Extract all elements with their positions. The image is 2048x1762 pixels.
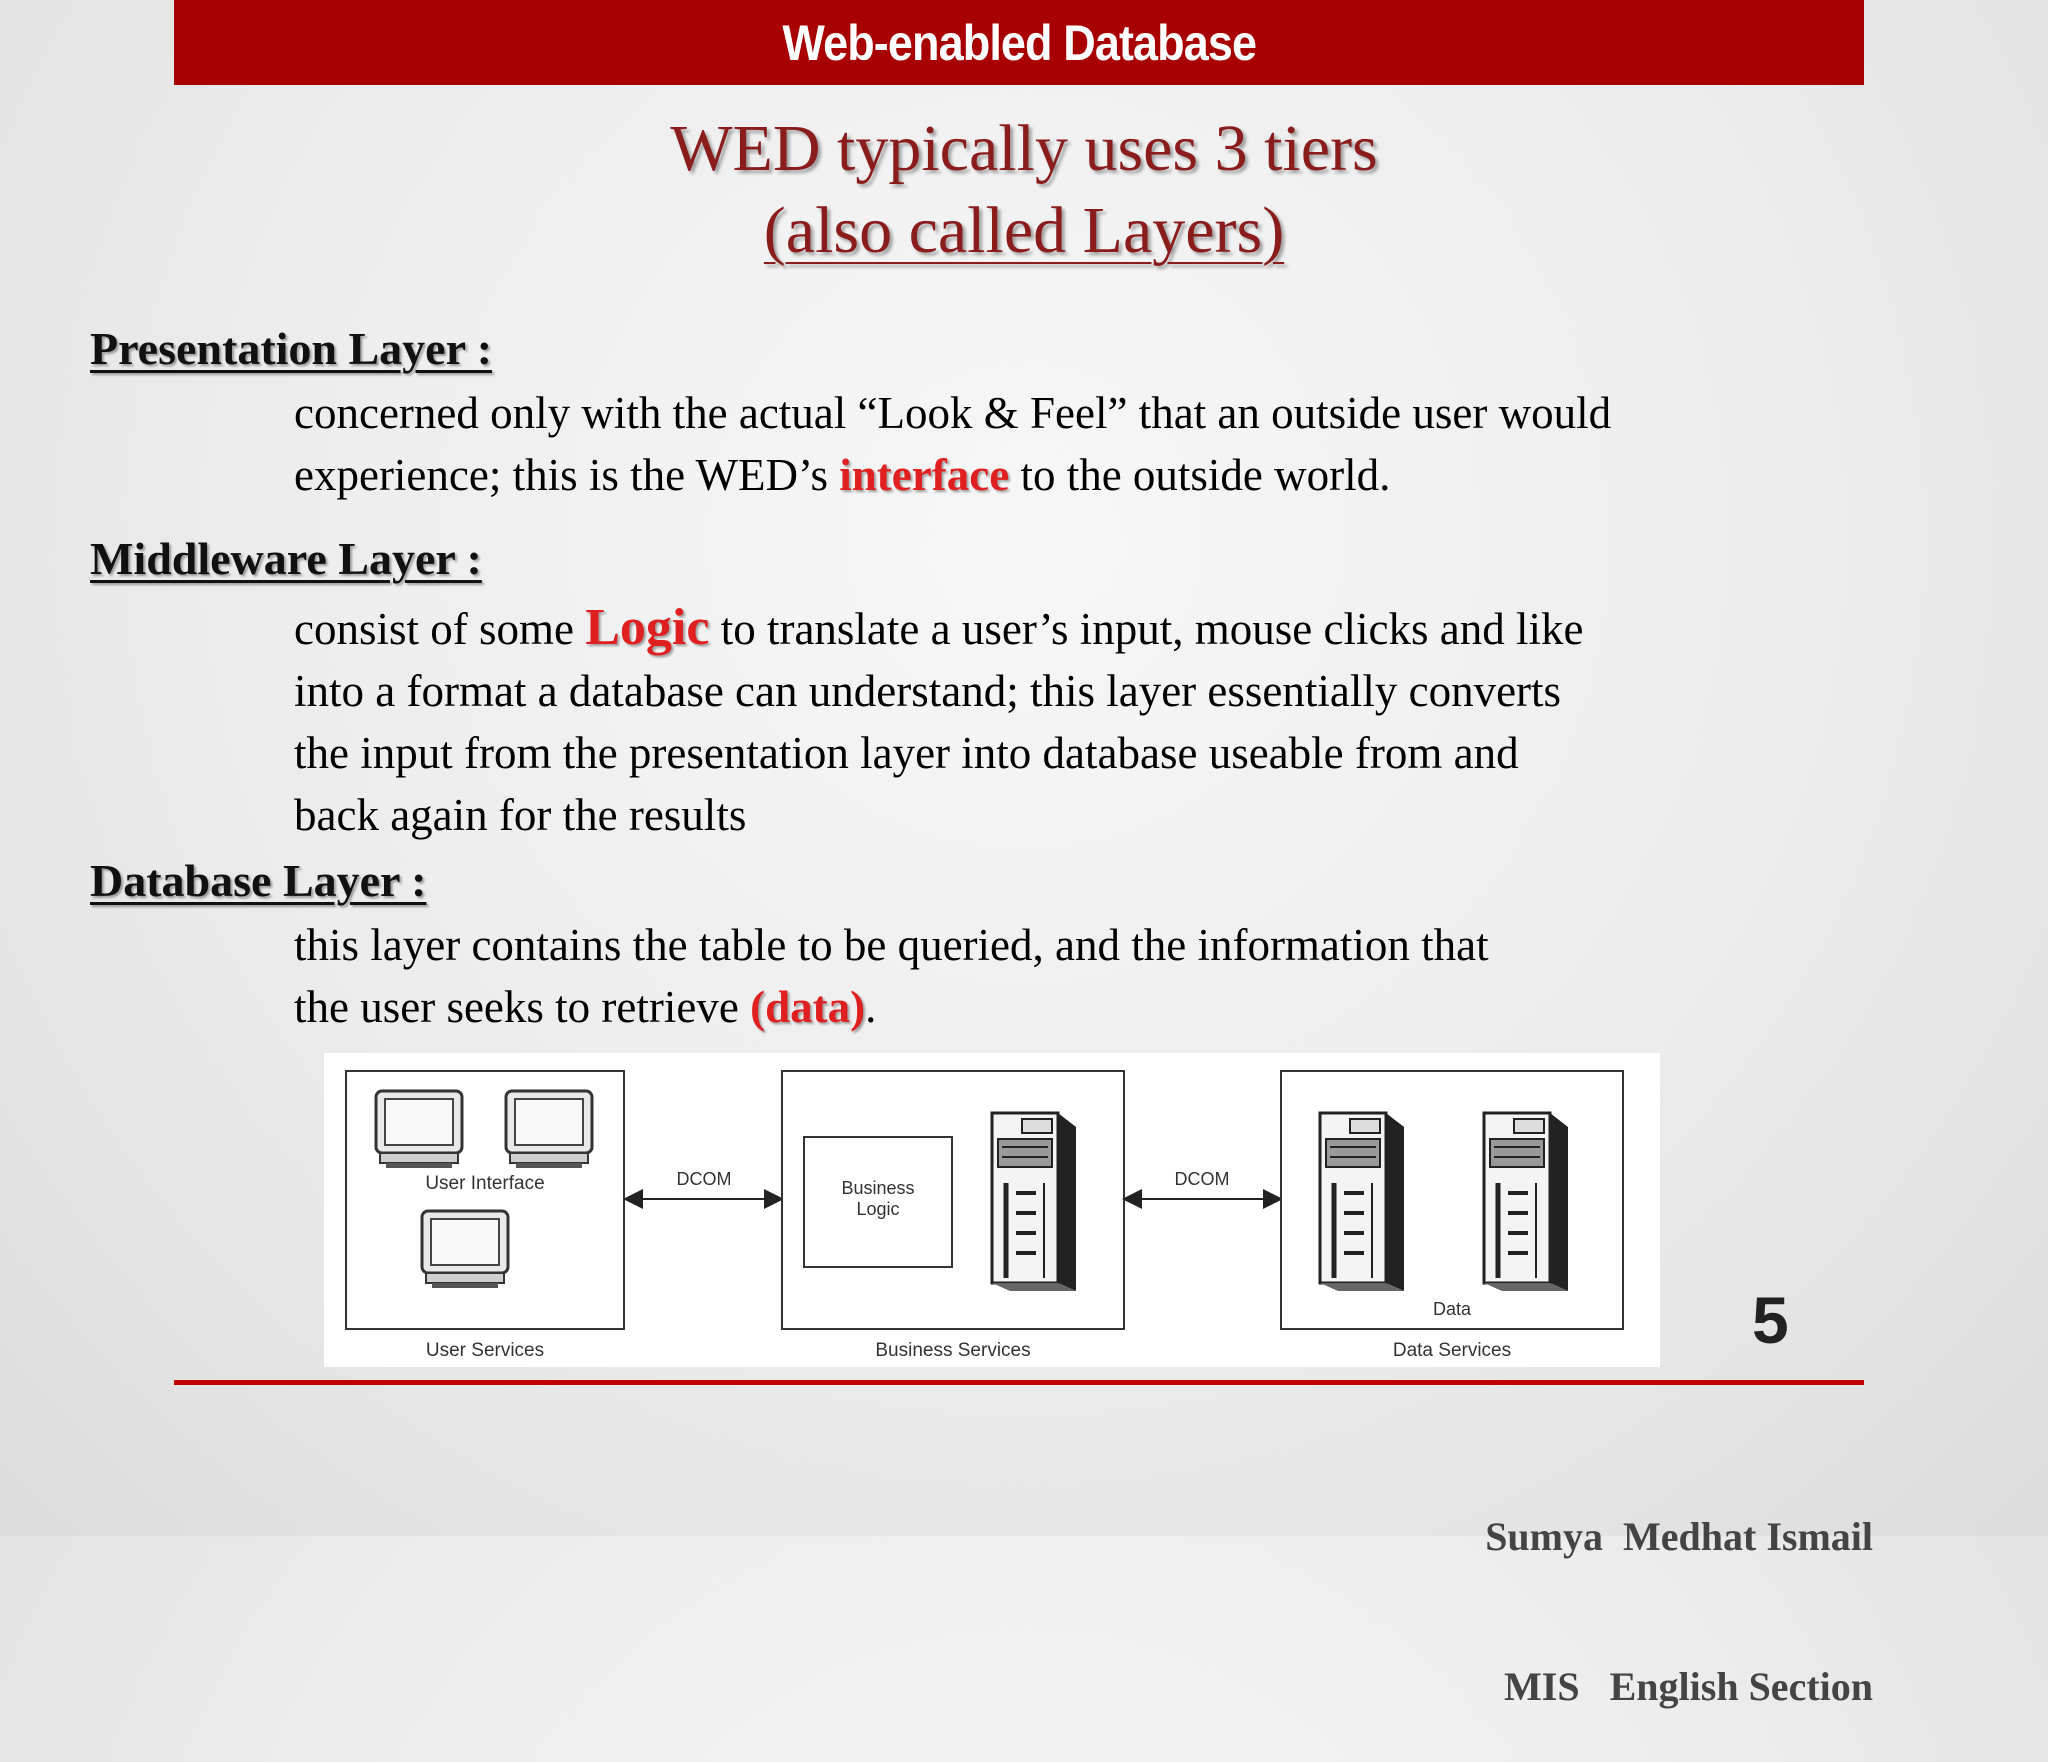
presentation-line1: concerned only with the actual “Look & Feel” that an outside user would [294, 388, 1612, 438]
author-line2: MIS English Section [1504, 1664, 1873, 1709]
slide-title [0, 108, 2048, 272]
user-interface-label: User Interface [425, 1173, 545, 1194]
middleware-line1-before: consist of some [294, 604, 586, 654]
user-services-label: User Services [425, 1340, 545, 1361]
monitor-icon [506, 1091, 592, 1168]
page-number: 5 [1752, 1283, 1789, 1357]
dcom-right-label: DCOM [1174, 1169, 1230, 1189]
data-highlight: (data) [750, 982, 866, 1032]
slide-title-line2: (also called Layers) [763, 194, 1285, 267]
middleware-layer-heading: Middleware Layer : [90, 533, 482, 584]
logic-highlight: Logic [585, 599, 710, 656]
dcom-left-label: DCOM [676, 1169, 732, 1189]
presentation-layer-heading: Presentation Layer : [90, 323, 493, 374]
database-layer-text [294, 914, 1489, 1038]
database-layer-heading: Database Layer : [90, 855, 427, 906]
middleware-line4: back again for the results [294, 790, 747, 840]
header-bar [174, 0, 1864, 85]
footer-divider [174, 1380, 1864, 1385]
monitor-icon [376, 1091, 462, 1168]
database-line1: this layer contains the table to be queried, and the information that [294, 920, 1489, 970]
author-line1: Sumya Medhat Ismail [1485, 1514, 1873, 1559]
presentation-line2 [294, 444, 1611, 506]
interface-highlight: interface [839, 450, 1010, 500]
author-block [1485, 1412, 1873, 1762]
header-title: Web-enabled Database [782, 14, 1256, 71]
data-services-label: Data Services [1392, 1340, 1512, 1361]
server-icon [1484, 1113, 1568, 1291]
middleware-line2: into a format a database can understand; this layer essentially converts [294, 666, 1562, 716]
presentation-line2-before: experience; this is the WED’s [294, 450, 840, 500]
monitor-icon [422, 1211, 508, 1288]
business-logic-line2: Logic [856, 1199, 900, 1219]
three-tier-diagram [324, 1053, 1660, 1367]
database-line2-after: . [865, 982, 877, 1032]
business-logic-line1: Business [841, 1178, 915, 1198]
database-line2-before: the user seeks to retrieve [294, 982, 751, 1032]
presentation-layer-text [294, 382, 1611, 506]
server-icon [992, 1113, 1076, 1291]
middleware-line1-after: to translate a user’s input, mouse clicks and like [709, 604, 1584, 654]
middleware-line1 [294, 597, 1583, 660]
diagram-svg [324, 1053, 1660, 1367]
data-label: Data [1432, 1299, 1472, 1319]
presentation-line2-after: to the outside world. [1009, 450, 1391, 500]
database-line2 [294, 976, 1489, 1038]
server-icon [1320, 1113, 1404, 1291]
middleware-line3: the input from the presentation layer into database useable from and [294, 728, 1519, 778]
business-services-label: Business Services [875, 1340, 1031, 1361]
slide-title-line1: WED typically uses 3 tiers [670, 112, 1378, 185]
middleware-layer-text [294, 597, 1583, 846]
